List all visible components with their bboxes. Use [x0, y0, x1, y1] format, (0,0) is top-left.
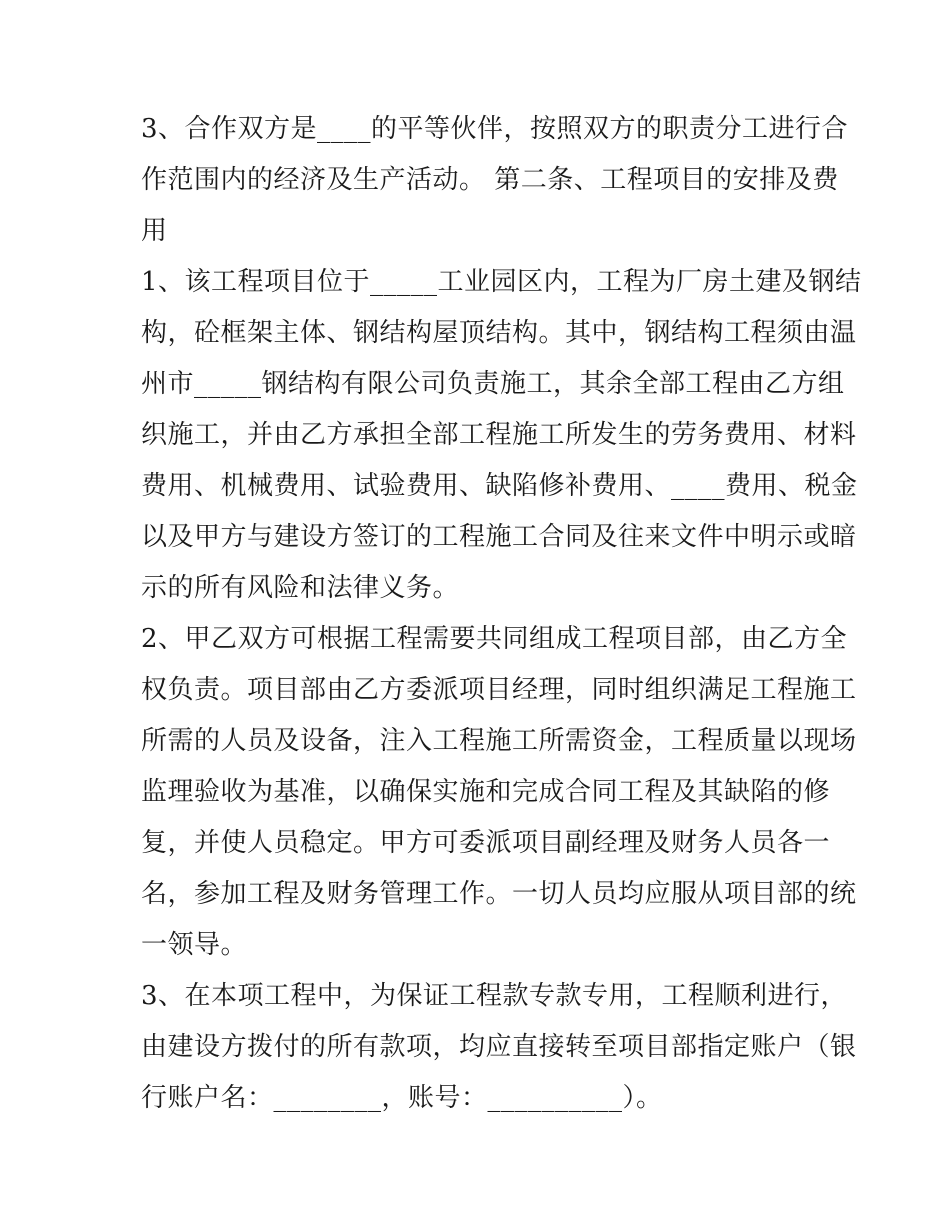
- text-line: 以及甲方与建设方签订的工程施工合同及往来文件中明示或暗: [141, 522, 857, 552]
- text-line: 一领导。: [141, 930, 248, 960]
- text-line: 权负责。项目部由乙方委派项目经理，同时组织满足工程施工: [141, 675, 857, 705]
- text-line: 3、在本项工程中，为保证工程款专款专用，工程顺利进行，: [141, 981, 848, 1011]
- text-line: 名，参加工程及财务管理工作。一切人员均应服从项目部的统: [141, 879, 857, 909]
- text-line: 监理验收为基准，以确保实施和完成合同工程及其缺陷的修: [141, 777, 831, 807]
- text-line: 由建设方拨付的所有款项，均应直接转至项目部指定账户（银: [141, 1032, 857, 1062]
- text-line: 织施工，并由乙方承担全部工程施工所发生的劳务费用、材料: [141, 420, 857, 450]
- text-line: 复，并使人员稳定。甲方可委派项目副经理及财务人员各一: [141, 828, 831, 858]
- text-line: 2、甲乙双方可根据工程需要共同组成工程项目部，由乙方全: [141, 624, 848, 654]
- text-line: 构，砼框架主体、钢结构屋顶结构。其中，钢结构工程须由温: [141, 318, 857, 348]
- text-line: 3、合作双方是____的平等伙伴，按照双方的职责分工进行合: [141, 114, 849, 144]
- text-line: 1、该工程项目位于_____工业园区内，工程为厂房土建及钢结: [141, 267, 862, 297]
- text-line: 所需的人员及设备，注入工程施工所需资金，工程质量以现场: [141, 726, 857, 756]
- text-line: 示的所有风险和法律义务。: [141, 573, 460, 603]
- text-line: 州市_____钢结构有限公司负责施工，其余全部工程由乙方组: [141, 369, 845, 399]
- text-line: 用: [141, 216, 168, 246]
- text-line: 行账户名：________，账号：__________）。: [141, 1083, 663, 1113]
- document-body: [141, 104, 862, 1124]
- text-line: 费用、机械费用、试验费用、缺陷修补费用、____费用、税金: [141, 471, 858, 501]
- text-line: 作范围内的经济及生产活动。 第二条、工程项目的安排及费: [141, 165, 839, 195]
